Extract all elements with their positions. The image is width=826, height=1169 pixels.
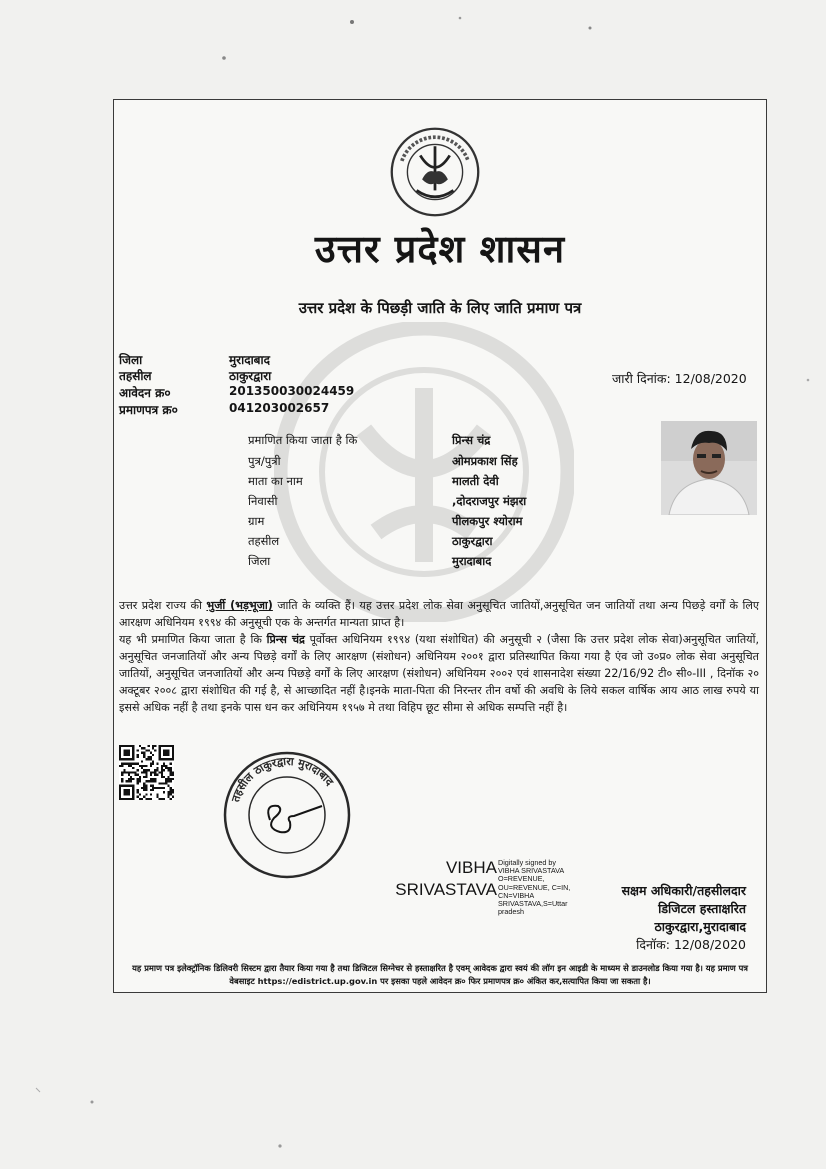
mother-name: मालती देवी bbox=[452, 474, 499, 488]
stamp-text: तहसील ठाकुरद्वारा मुरादाबाद bbox=[228, 754, 336, 804]
certificate-title: उत्तर प्रदेश के पिछड़ी जाति के लिए जाति प्रमाण पत्र bbox=[298, 299, 582, 317]
issue-date: जारी दिनांक: 12/08/2020 bbox=[612, 371, 747, 386]
mother-label: माता का नाम bbox=[248, 474, 303, 488]
village-label: ग्राम bbox=[248, 514, 265, 528]
tehsil-label: तहसील bbox=[119, 369, 152, 383]
applicant-photo bbox=[661, 421, 757, 515]
father-name: ओमप्रकाश सिंह bbox=[452, 454, 518, 468]
applicant-name: प्रिन्स चंद्र bbox=[452, 433, 491, 447]
body-paragraph-2: यह भी प्रमाणित किया जाता है कि प्रिन्स चंद्र पूर्वोक्त अधिनियम १९९४ (यथा संशोधित) की अनुसूची २ (जैसा कि उत्तर प्रदेश लोक सेवा)अनुसूचित जातियों, अनुसूचित जनजातियों और अन्य पिछड़े वर्गों के लिए आरक्षण (संशोधन) अधिनियम २००१ द्वारा प्रतिस्थापित किया गया है एंव जो उ०प्र० लोक सेवा अनुसूचित जातियों, अनुसूचित जनजातियों और अन्य पिछड़े वर्गों के लिए आरक्षण (संशोधन) अधिनियम २००२ एवं शासनादेश संख्या 22/16/92 टी० सी०-III , दिनॉक २० अक्टूबर २००८ द्वारा संशोधित की गई है, से आच्छादित नहीं है।इनके माता-पिता की निरन्तर तीन वर्षो की अवधि के लिये सकल वार्षिक आय आठ लाख रुपये या इससे अधिक नहीं है तथा इनके पास धन कर अधिनियम १९५७ मे तथा विहिप छूट सीमा से अधिक सम्पत्ति नहीं है। bbox=[119, 633, 759, 714]
certified-label: प्रमाणित किया जाता है कि bbox=[248, 433, 358, 447]
digital-signature-name: VIBHA SRIVASTAVA bbox=[395, 858, 497, 899]
resident-label: निवासी bbox=[248, 494, 278, 508]
detail-district-value: मुरादाबाद bbox=[452, 554, 492, 568]
authority-location: ठाकुरद्वारा,मुरादाबाद bbox=[654, 919, 746, 934]
application-number-label: आवेदन क्र० bbox=[119, 386, 171, 400]
body-paragraph-1: उत्तर प्रदेश राज्य की भुर्जी (भड़भूजा) जाति के व्यक्ति हैं। यह उत्तर प्रदेश लोक सेवा अनुसूचित जातियों,अनुसूचित जन जातियों तथा अन्य पिछड़े वर्गों के लिए आरक्षण अधिनियम १९९४ की अनुसूची एक के अन्तर्गत मान्यता प्राप्त है। bbox=[119, 599, 759, 629]
verification-footer: यह प्रमाण पत्र इलेक्ट्रॉनिक डिलिवरी सिस्टम द्वारा तैयार किया गया है तथा डिजिटल सिग्नेचर से हस्ताक्षरित है एवम् आवेदक द्वारा स्वयं की लॉग इन आइडी के माध्यम से डाउनलोड किया गया है। यह प्रमाण पत्र वेबसाइट https://edistrict.up.gov.in पर इसका पहले आवेदन क्र० फिर प्रमाणपत्र क्र० अंकित कर,सत्यापित किया जा सकता है। bbox=[132, 963, 748, 986]
issuing-authority bbox=[592, 882, 746, 954]
qr-code bbox=[119, 745, 174, 800]
tehsil-round-stamp bbox=[220, 748, 354, 882]
son-daughter-label: पुत्र/पुत्री bbox=[248, 454, 281, 468]
detail-district-label: जिला bbox=[248, 554, 271, 568]
authority-designation: सक्षम अधिकारी/तहसीलदार bbox=[621, 883, 746, 898]
detail-tehsil-label: तहसील bbox=[248, 534, 280, 548]
resident-value: ,दोदराजपुर मंझरा bbox=[452, 494, 527, 508]
tehsil-value: ठाकुरद्वारा bbox=[229, 369, 272, 383]
district-label: जिला bbox=[119, 353, 143, 367]
application-number-value: 201350030024459 bbox=[229, 384, 355, 398]
certificate-number-label: प्रमाणपत्र क्र० bbox=[119, 403, 178, 417]
authority-date: दिनॉक: 12/08/2020 bbox=[636, 937, 746, 952]
handwritten-signature bbox=[268, 806, 322, 833]
certificate bbox=[113, 99, 767, 993]
up-government-emblem bbox=[389, 126, 481, 218]
digital-signature-details: Digitally signed by VIBHA SRIVASTAVA O=REVENUE, OU=REVENUE, C=IN, CN=VIBHA SRIVASTAVA,S=Uttar pradesh bbox=[498, 858, 571, 917]
detail-tehsil-value: ठाकुरद्वारा bbox=[452, 534, 493, 548]
authority-digital-signed: डिजिटल हस्ताक्षरित bbox=[658, 901, 746, 916]
certificate-number-value: 041203002657 bbox=[229, 401, 330, 415]
caste-name: भुर्जी (भड़भूजा) bbox=[206, 599, 273, 612]
district-value: मुरादाबाद bbox=[229, 353, 271, 367]
certificate-body bbox=[119, 597, 759, 716]
body-applicant-name: प्रिन्स चंद्र bbox=[266, 633, 305, 646]
village-value: पीलकपुर श्योराम bbox=[452, 514, 523, 528]
watermark-emblem bbox=[274, 322, 574, 622]
government-title: उत्तर प्रदेश शासन bbox=[314, 226, 566, 271]
